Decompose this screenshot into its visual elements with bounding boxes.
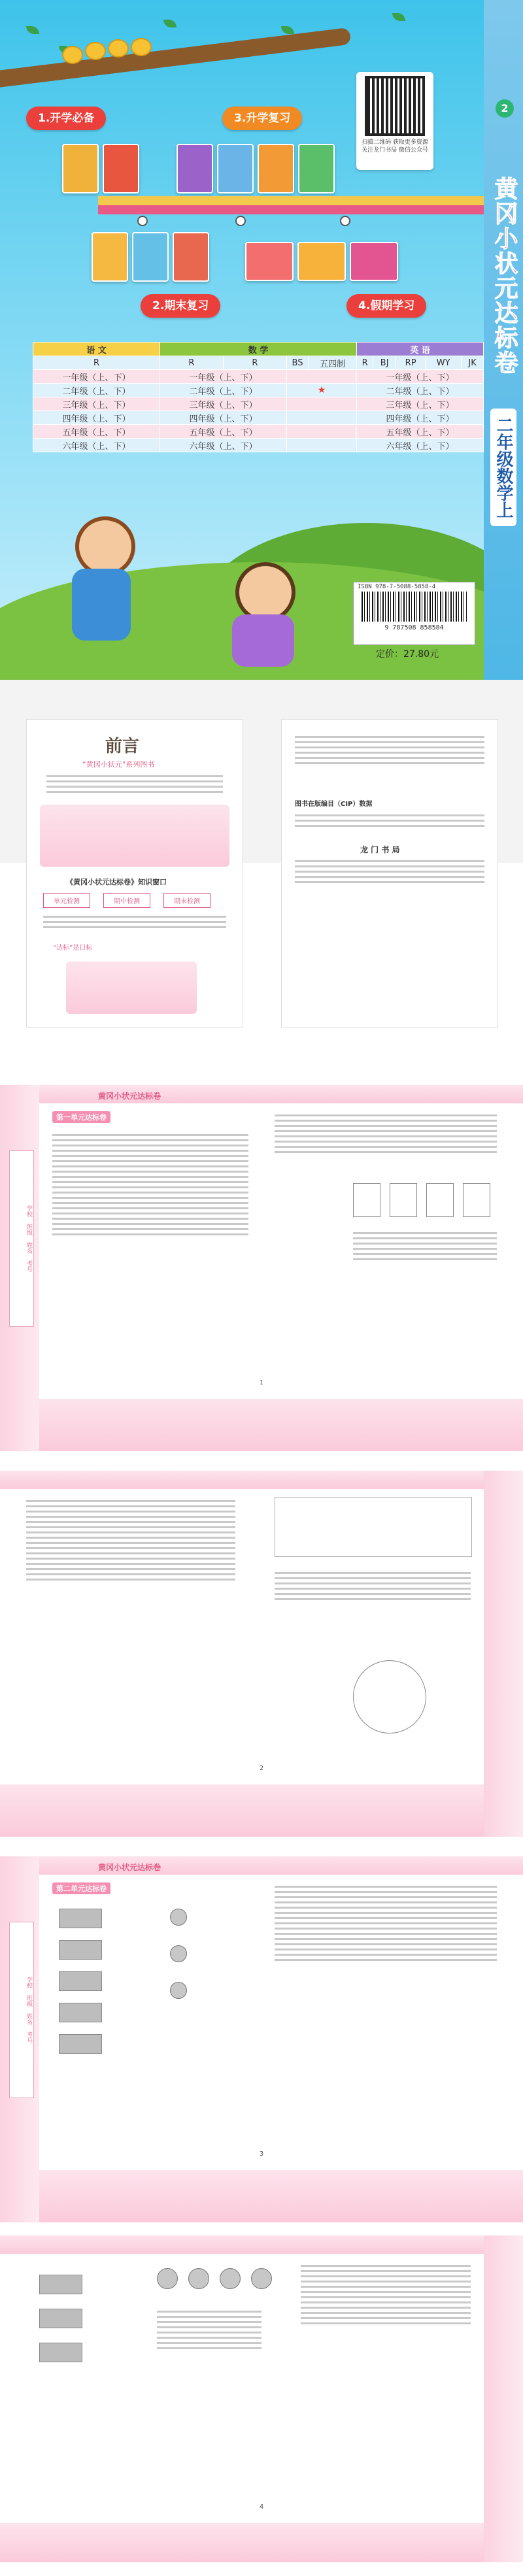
page-number: 1: [259, 1379, 264, 1386]
book-thumbnails-2: [92, 232, 209, 279]
banknote-image: [39, 2309, 82, 2328]
bird-illustration: [131, 38, 152, 56]
edition-cell: BJ: [373, 356, 396, 370]
banknote-image: [59, 1940, 102, 1960]
spine-number: 2: [496, 99, 514, 118]
subject-header-math: 数 学: [160, 343, 356, 356]
footer-band: [0, 1784, 484, 1837]
leaf-decoration: [392, 13, 405, 21]
barcode: ISBN 978-7-5088-5858-4 9 787508 858584: [353, 582, 475, 645]
unit-title: 第一单元达标卷: [52, 1111, 110, 1123]
banknote-image: [59, 2003, 102, 2022]
book-thumbnail: [62, 144, 99, 193]
tree-branch: [0, 27, 351, 89]
banknote-image: [59, 1971, 102, 1991]
book-thumbnail: [298, 144, 335, 193]
table-row: 一年级（上、下） 一年级（上、下） 一年级（上、下）: [33, 370, 484, 384]
spine-title: 黄冈小状元达标卷: [491, 176, 518, 375]
edition-cell: R: [33, 356, 160, 370]
ball-image: [251, 2268, 272, 2289]
edition-cell: JK: [462, 356, 484, 370]
book-thumbnail: [92, 232, 128, 282]
price-label: 定价：27.80元: [376, 649, 439, 660]
banknote-image: [39, 2343, 82, 2362]
footer-band: [0, 2523, 484, 2562]
qr-code[interactable]: [365, 76, 425, 136]
table-row: 五年级（上、下） 五年级（上、下） 五年级（上、下）: [33, 425, 484, 439]
text-line: [43, 916, 226, 918]
footer-band: [39, 2170, 523, 2222]
boy-illustration: [75, 516, 135, 577]
data-table: [275, 1497, 472, 1557]
text-line: [43, 926, 226, 928]
edition-cell: BS: [286, 356, 308, 370]
ball-image: [220, 2268, 241, 2289]
worksheet-spread: [0, 1085, 523, 1451]
coin-image: [170, 1909, 187, 1926]
worksheet-spread: [0, 2235, 523, 2562]
header-band: [0, 2235, 484, 2254]
book-thumbnail: [132, 232, 169, 282]
banknote-image: [39, 2275, 82, 2294]
ball-image: [157, 2268, 178, 2289]
bird-illustration: [85, 42, 106, 60]
edition-cell: WY: [426, 356, 462, 370]
book-thumbnails-4: [245, 242, 398, 289]
book-thumbnail: [217, 144, 254, 193]
preface-box-illustration: [66, 962, 197, 1014]
preface-page: [26, 719, 243, 1028]
house-figure: [426, 1183, 454, 1217]
edition-cell: R: [160, 356, 223, 370]
page-header: 黄冈小状元达标卷: [98, 1863, 161, 1872]
series-table: [33, 342, 484, 452]
header-band: [0, 1471, 484, 1489]
footer-band: [39, 1399, 523, 1451]
credits-page: [281, 719, 498, 1028]
page-number: 4: [259, 2503, 264, 2511]
pink-margin: [484, 1471, 523, 1837]
tag-final-review: 2.期末复习: [141, 294, 220, 318]
girl-body: [232, 614, 294, 667]
book-thumbnail: [177, 144, 213, 193]
credits-heading: 图书在版编目（CIP）数据: [295, 801, 373, 808]
edition-cell: R: [223, 356, 286, 370]
preface-subtitle: “黄冈小状元”系列图书: [82, 760, 155, 769]
tag-holiday-study: 4.假期学习: [346, 294, 426, 318]
tag-school-start: 1.开学必备: [26, 107, 106, 130]
table-row: 三年级（上、下） 三年级（上、下） 三年级（上、下）: [33, 397, 484, 411]
leaf-decoration: [163, 20, 177, 27]
book-thumbnail: [297, 242, 346, 281]
barcode-bars: [362, 592, 467, 622]
text-line: [43, 921, 226, 923]
edition-cell: RP: [396, 356, 426, 370]
tag-promotion-review: 3.升学复习: [222, 107, 302, 130]
qr-code-panel: 扫描二维码 获取更多资源 关注龙门书局 微信公众号: [356, 72, 433, 170]
book-thumbnail: [350, 242, 398, 281]
text-line: [46, 775, 223, 777]
spine-grade: 二年级数学上: [490, 409, 516, 526]
ball-image: [188, 2268, 209, 2289]
preface-title: 前言: [105, 737, 140, 756]
house-figure: [390, 1183, 417, 1217]
bird-illustration: [108, 39, 129, 58]
table-row: 六年级（上、下） 六年级（上、下） 六年级（上、下）: [33, 439, 484, 452]
leaf-decoration: [281, 26, 294, 34]
dot-figure: [353, 1660, 426, 1733]
banknote-image: [59, 2034, 102, 2054]
timeline-stripes: [98, 196, 484, 214]
star-marker: ★: [286, 384, 356, 397]
book-thumbnails-1: [62, 144, 139, 191]
worksheet-spread: [0, 1471, 523, 1837]
framework-box: 期末检测: [163, 893, 211, 908]
page-header: 黄冈小状元达标卷: [98, 1092, 161, 1101]
banknote-image: [59, 1909, 102, 1928]
book-thumbnail: [258, 144, 294, 193]
text-line: [46, 780, 223, 782]
book-cover: [0, 0, 523, 680]
framework-box: 单元检测: [43, 893, 90, 908]
book-thumbnails-3: [177, 144, 335, 191]
page-number: 3: [259, 2150, 264, 2158]
edition-cell: R: [357, 356, 373, 370]
girl-illustration: [235, 562, 295, 622]
framework-box: 期中检测: [103, 893, 150, 908]
table-row: 四年级（上、下） 四年级（上、下） 四年级（上、下）: [33, 411, 484, 425]
subject-header-english: 英 语: [357, 343, 484, 356]
text-line: [46, 786, 223, 788]
leaf-decoration: [26, 26, 39, 34]
table-row: 二年级（上、下） 二年级（上、下） ★ 二年级（上、下）: [33, 384, 484, 397]
book-thumbnail: [173, 232, 209, 282]
pink-margin: [484, 2235, 523, 2562]
preface-illustration: [40, 805, 229, 867]
subject-header-chinese: 语 文: [33, 343, 160, 356]
house-figure: [353, 1183, 380, 1217]
framework-title: 《黄冈小状元达标卷》知识窗口: [66, 878, 167, 886]
bird-illustration: [62, 46, 83, 64]
edition-cell: 五四制: [309, 356, 357, 370]
house-figure: [463, 1183, 490, 1217]
book-thumbnail: [245, 242, 294, 281]
coin-image: [170, 1982, 187, 1999]
preface-banner: “达标”是目标: [53, 945, 93, 952]
timeline-dot: [235, 216, 246, 226]
unit-title: 第二单元达标卷: [52, 1882, 110, 1894]
student-info-box: 学校 班级 姓名 考号: [9, 1150, 34, 1327]
timeline-dot: [340, 216, 350, 226]
page-number: 2: [259, 1765, 264, 1772]
boy-body: [72, 569, 131, 641]
text-line: [46, 791, 223, 793]
publisher-name: 龙 门 书 局: [360, 845, 400, 854]
timeline-dot: [137, 216, 148, 226]
worksheet-spread: [0, 1856, 523, 2222]
coin-image: [170, 1945, 187, 1962]
book-thumbnail: [103, 144, 139, 193]
student-info-box: 学校 班级 姓名 考号: [9, 1922, 34, 2098]
